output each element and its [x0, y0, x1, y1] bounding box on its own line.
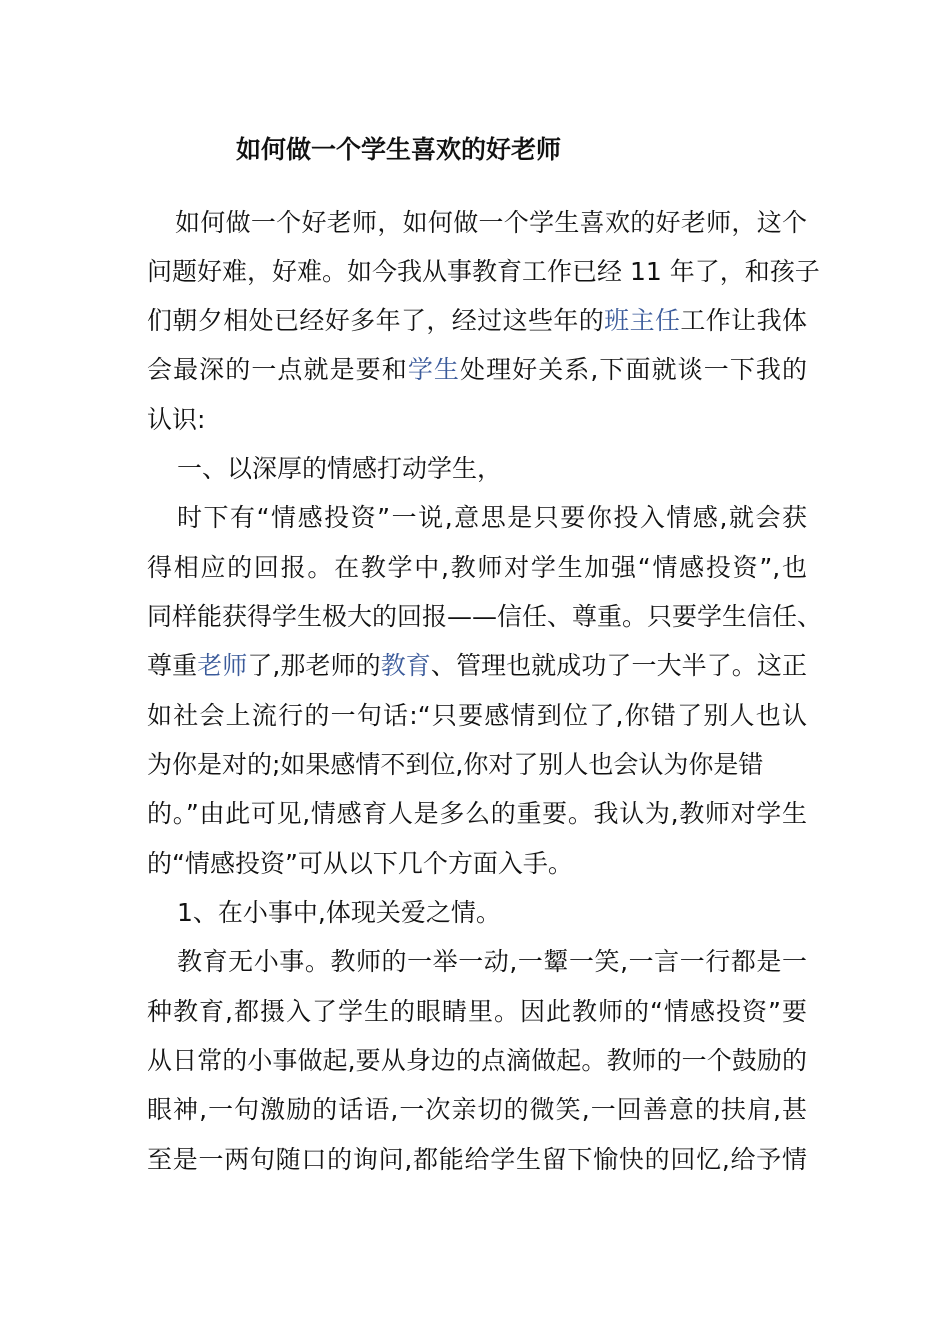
document-title: 如何做一个学生喜欢的好老师: [236, 135, 562, 164]
inline-link[interactable]: 班主任: [604, 306, 681, 335]
paragraph-line: [147, 403, 205, 437]
paragraph-line: [147, 649, 807, 683]
text-run: 种教育,都摄入了学生的眼睛里。因此教师的“情感投资”要: [147, 997, 807, 1026]
text-run: 如何做一个好老师，如何做一个学生喜欢的好老师，这个: [175, 208, 807, 237]
paragraph-line: [147, 847, 573, 881]
text-run: 眼神,一句激励的话语,一次亲切的微笑,一回善意的扶肩,甚: [147, 1095, 807, 1124]
text-run: 、管理也就成功了一大半了。这正: [430, 651, 807, 680]
text-run: 了,那老师的: [247, 651, 381, 680]
paragraph-line: [147, 353, 807, 387]
text-run: 从日常的小事做起,要从身边的点滴做起。教师的一个鼓励的: [147, 1046, 807, 1075]
paragraph-line: [147, 255, 820, 289]
text-run: 们朝夕相处已经好多年了，经过这些年的: [147, 306, 605, 335]
text-run: 尊重: [147, 651, 198, 680]
paragraph-line: [147, 995, 807, 1029]
text-run: 的“情感投资”可从以下几个方面入手。: [147, 849, 573, 878]
paragraph-line: [147, 551, 807, 585]
paragraph-line: [177, 452, 502, 486]
paragraph-line: [147, 699, 807, 733]
paragraph-line: [177, 945, 807, 979]
paragraph-line: [177, 896, 501, 930]
inline-link[interactable]: 老师: [197, 651, 248, 680]
text-run: 1、在小事中,体现关爱之情。: [177, 898, 501, 927]
paragraph-line: [147, 304, 807, 338]
text-run: 认识:: [147, 405, 206, 434]
text-run: 会最深的一点就是要和: [147, 355, 408, 384]
text-run: 时下有“情感投资”一说,意思是只要你投入情感,就会获: [177, 503, 807, 532]
paragraph-line: [147, 1093, 807, 1127]
text-run: 问题好难，好难。如今我从事教育工作已经 11 年了，和孩子: [147, 257, 820, 286]
paragraph-line: [147, 748, 763, 782]
paragraph-line: [147, 600, 823, 634]
paragraph-line: [177, 501, 807, 535]
inline-link[interactable]: 学生: [407, 355, 460, 384]
text-run: 教育无小事。教师的一举一动,一颦一笑,一言一行都是一: [177, 947, 807, 976]
paragraph-line: [175, 206, 807, 240]
inline-link[interactable]: 教育: [380, 651, 431, 680]
paragraph-line: [147, 1044, 807, 1078]
text-run: 同样能获得学生极大的回报——信任、尊重。只要学生信任、: [147, 602, 823, 631]
text-run: 一、以深厚的情感打动学生，: [177, 454, 503, 483]
text-run: 得相应的回报。在教学中,教师对学生加强“情感投资”,也: [147, 553, 807, 582]
text-run: 如社会上流行的一句话:“只要感情到位了,你错了别人也认: [147, 701, 807, 730]
text-run: 处理好关系,下面就谈一下我的: [459, 355, 807, 384]
text-run: 为你是对的;如果感情不到位,你对了别人也会认为你是错: [147, 750, 764, 779]
paragraph-line: [147, 1143, 807, 1177]
text-run: 至是一两句随口的询问,都能给学生留下愉快的回忆,给予情: [147, 1145, 807, 1174]
text-run: 的。”由此可见,情感育人是多么的重要。我认为,教师对学生: [147, 799, 807, 828]
text-run: 工作让我体: [680, 306, 807, 335]
paragraph-line: [147, 797, 807, 831]
